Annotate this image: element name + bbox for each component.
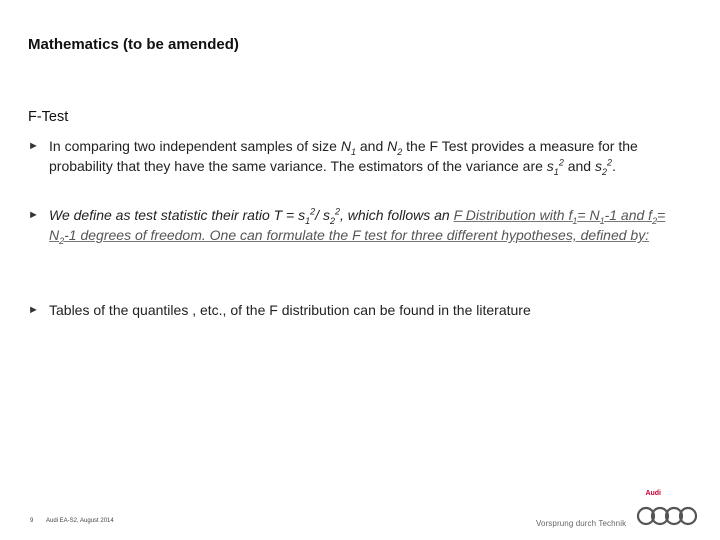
- brand-tagline: Vorsprung durch Technik: [536, 519, 627, 528]
- page-number: 9: [30, 518, 34, 524]
- bullet-arrow-icon: ►: [28, 140, 39, 152]
- bullet-text: We define as test statistic their ratio $T = s_1^2/$ $s_2^2$, which follows an F Distribution with $f_1= N_1-1$ and $f_2= N_2-1$ degrees of freedom. One can formulate the F test for three different hypotheses, defined by:: [49, 206, 666, 246]
- slide-title: Mathematics (to be amended): [28, 36, 239, 53]
- brand-name: Audi: [645, 490, 661, 497]
- f-distribution-link[interactable]: F Distribution with $f_1= N_1-1$ and $f_2= N_2-1$ degrees of freedom. One can formulate the F test for three different hypotheses, defined by:: [49, 207, 666, 246]
- bullet-arrow-icon: ►: [28, 304, 39, 316]
- bullet-test-statistic: [28, 205, 680, 245]
- bullet-variance-samples: [28, 136, 680, 176]
- bullet-arrow-icon: ►: [28, 209, 39, 221]
- bullet-quantile-tables: [28, 300, 680, 320]
- footer-text: Audi EA-S2, August 2014: [46, 518, 114, 524]
- four-rings-icon: [636, 504, 698, 528]
- section-heading: F-Test: [28, 109, 69, 125]
- bullet-text: Tables of the quantiles , etc., of the F distribution can be found in the literature: [49, 302, 531, 318]
- bullet-text: In comparing two independent samples of size $N_1$ and $N_2$ the F Test provides a measure for the probability that they have the same variance. The estimators of the variance are $s_1^2$ and $s_2^2$.: [49, 138, 638, 177]
- audi-logo: [536, 490, 696, 530]
